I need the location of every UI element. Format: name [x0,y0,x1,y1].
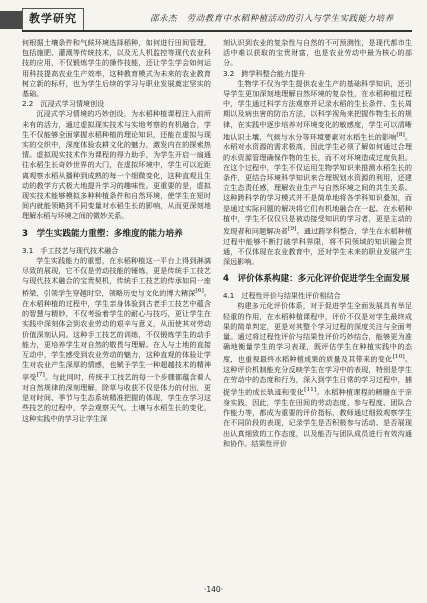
paragraph: 刻认识到农业的复杂性与自然的不可预测性，是现代都市生活中难以获取的宝贵财富，也是农业劳动中最为核心的部分。 [223,38,412,68]
page-header [0,0,427,32]
paragraph-text: 构建多元化评价体系，对于促进学生全面发展具有举足轻重的作用，在水稻种植课程中，评价不仅是对学生最终成果的简单判定，更是对其整个学习过程的深度关注与全面考量。通过将过程性评价与结果性评价巧妙结合，能够更为准确地衡量学生的学习表现，既评估学生在种植实践中的态度，也重视最终水稻种植成果的质量及其带来的变化 [223,301,412,364]
paragraph [223,301,412,449]
citation-ref: [7] [36,372,45,379]
section-heading-4: 4 评价体系构建：多元化评价促进学生全面发展 [223,274,410,285]
subsection-heading-4-1: 4.1 过程性评价与结果性评价相结合 [223,291,341,301]
section-heading-3: 3 学生实践能力重塑：多维度的能力培养 [22,228,183,239]
subsection-heading-3-1: 3.1 手工技艺与现代技术融合 [22,245,119,255]
paragraph-text: 。与此同时，传统手工技艺的每一个步骤都蕴含着人对自然规律的深刻理解，除草与收获不仅是体力的付出，更是对时间、季节与生态系统精准把握的体现，学生在学习这些技艺的过程中，学会观察天气、土壤与水稻生长的变化，这种实践中的学习让学生深 [22,372,212,423]
running-title [150,12,410,24]
paragraph-text: 。水稻种植课程的精髓在于亲身实践，因此，学生在田间的劳动态度、参与程度、团队合作能力等，都成为重要的评价指标，教师通过细致观察学生在不同阶段的表现，记录学生是否积极参与活动、是否展现出认真细致的工作态度，以及能否与团队成员进行有效沟通和协作。结果性评价 [223,387,413,448]
paragraph: 沉浸式学习情境的巧妙创设，为水稻种植课程注入前所未有的活力，通过虚拟现实技术与实地考察的有机融合，学生不仅能够全面掌握水稻种植的理论知识，还能在虚拟与现实的交织中，深度体验农耕文化的魅力，激发内在的探索热情。虚拟现实技术作为课程的得力助手，为学生开启一扇通往水稻生长奇妙世界的大门，在虚拟环境中，学生可以近距离观察水稻从播种到成熟的每一个细微变化，这种直观且生动的教学方式极大地提升学习的趣味性。更重要的是，虚拟现实技术能够模拟多种种植条件和自然环境，使学生在短时间内就能领略到不同变量对水稻生长的影响，从而更深刻地理解水稻与环境之间的微妙关系。 [22,109,211,221]
subsection-heading-2-2: 2.2 沉浸式学习情境创设 [22,99,105,109]
paragraph-text: 。水稻对水资源的需求极高，因此学生必须了解如何通过合理的水资源管理确保作物的生长，而不对环境造成过度负担。在这个过程中，学生不仅运用生物学知识来推测水稻生长的条件，更结合环境科学知识来合理规划水资源的利用，还建立生态责任感，理解农业生产与自然环境之间的共生关系。这种跨科学的学习模式并不是简单地将各学科知识叠加，而是通过实际问题的解决将它们有机地融合在一起。在水稻种植中，学生不仅仅只是被动接受知识的学习者，更是主动的发现者和问题解决者 [223,132,413,236]
citation-ref: [10] [392,354,405,361]
left-column [22,38,211,424]
paragraph: 何根据土壤条件和气候环境选择稻种，如何进行田间管理，包括施肥、灌溉等传统技术，以及无人机监控等现代农业科技的应用，不仅锻炼学生的操作技能，还让学生学会如何运用科技提高农业生产效率，这种教育模式为未来的农业教育树立新的标杆，也为学生后续的学习与职业发展奠定坚实的基础。 [22,38,211,99]
paragraph-text: 生物学不仅为学生提供农业生产的基础科学知识，还引导学生更加深刻地理解自然环境的复杂性，在水稻种植过程中，学生通过科学方法观察并记录水稻的生长条件、生长周期以及病虫害的防治方法，以科学视角来把握作物生长的规律，在实践中逐步培养对环境变化的敏感度，学生可以清晰地认识土壤、气候与水分等环境要素对水稻生长的影响 [223,78,412,142]
paragraph-text: 。这种评价机制能充分反映学生在学习中的表现，特别是学生在劳动中的态度和行为，深入到学生日常的学习过程中，捕捉学生的成长轨迹和变化 [223,354,413,397]
paragraph-text: 。通过跨学科整合，学生在水稻种植过程中能够不断打破学科界限，将不同领域的知识融会贯通，不仅体现在农业教育中，还对学生未来的职业发展产生深远影响。 [223,226,413,266]
paragraph [223,79,412,267]
running-title-text: 劳动教育中水稻种植活动的引入与学生实践能力培养 [186,14,394,24]
header-rule [22,30,412,32]
paragraph [22,256,211,424]
citation-ref: [6] [195,288,204,295]
citation-ref: [9] [288,226,297,233]
right-column [223,38,412,449]
page-number: ·140· [203,585,224,594]
section-name: 教学研究 [22,8,84,32]
citation-ref: [11] [304,387,317,394]
running-title-authors: 邵永杰 [150,14,178,24]
citation-ref: [8] [396,131,405,138]
paragraph-text: 。在水稻种植的过程中，学生亲身体验到古老手工技艺中蕴含的智慧与精妙，不仅考验着学生的耐心与技巧，更让学生在实践中深刻体会到农业劳动的艰辛与意义，从而使其对劳动价值深刻认同。这种手工技艺的训练，不仅锻炼学生的动手能力，更培养学生对自然的敬畏与理解。在人与土地的直接互动中，学生感受到农业劳动的魅力，这种直观的体验让学生对农业产生深厚的情感，也赋予学生一种超越技术的精神享受 [22,288,212,382]
paragraph-text: 学生实践能力的重塑，在水稻种植这一平台上得到淋漓尽致的展现，它不仅是劳动技能的锤炼，更是传统手工技艺与现代技术融合的宝贵契机，传统手工技艺的传承如同一座桥梁，引领学生穿越时空，领略历史与文化的博大精深 [22,255,211,298]
subsection-heading-3-2: 3.2 跨学科整合能力提升 [223,68,306,78]
